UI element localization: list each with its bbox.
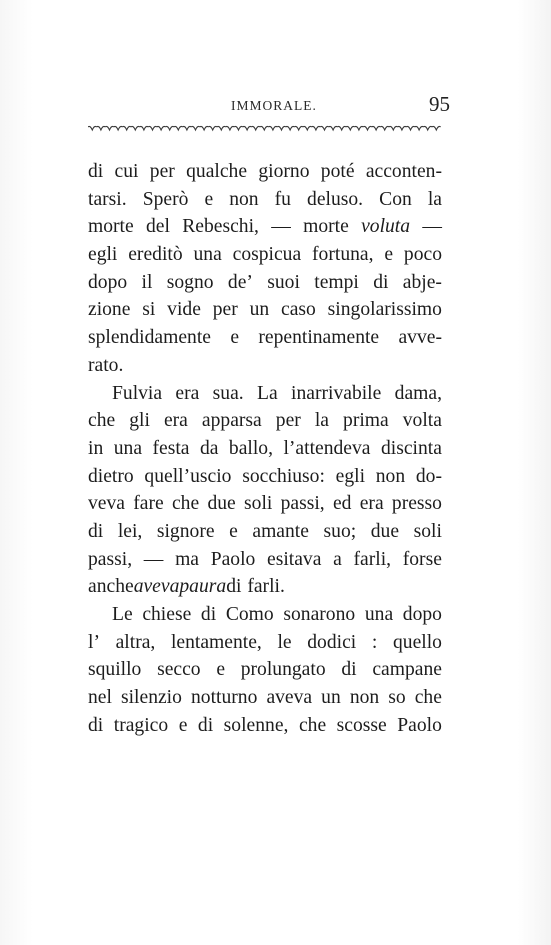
word: un — [249, 299, 270, 321]
word: giorno — [258, 161, 310, 182]
word: tarsi. — [88, 188, 127, 210]
text-line — [88, 186, 442, 214]
word: secco — [157, 659, 201, 681]
word: de’ — [227, 271, 253, 293]
word: squillo — [88, 659, 142, 681]
word: lei, — [117, 520, 143, 542]
word: rato. — [88, 354, 124, 376]
word: do- — [415, 465, 442, 487]
text-line — [88, 407, 442, 435]
word: Paolo — [210, 548, 256, 570]
word: solenne, — [223, 714, 289, 736]
word: ma — [175, 548, 199, 570]
word: ed — [332, 493, 352, 515]
word: per — [149, 161, 175, 182]
word: del — [145, 216, 170, 238]
word: abje- — [402, 271, 442, 293]
word: e — [384, 244, 394, 266]
word: che — [298, 714, 327, 736]
word: prima — [343, 410, 389, 432]
running-title: IMMORALE. — [231, 98, 317, 113]
word: poco — [403, 244, 442, 266]
text-line — [88, 324, 442, 352]
word: che — [88, 410, 116, 432]
word: so — [388, 687, 406, 709]
word: signore — [156, 520, 215, 542]
text-line — [88, 380, 442, 408]
word: Rebeschi, — [182, 216, 259, 238]
word: la — [427, 188, 442, 210]
word: Sperò — [142, 188, 189, 210]
word: e — [204, 188, 214, 210]
word: Paolo — [397, 714, 442, 736]
word: dietro — [88, 465, 134, 487]
word: morte — [88, 216, 134, 238]
word: era — [175, 382, 200, 404]
italic-word: voluta — [361, 216, 411, 238]
word: avve- — [398, 327, 442, 349]
word: l’ — [88, 631, 100, 653]
word: forse — [402, 548, 442, 570]
word: che — [414, 687, 442, 709]
word: una — [364, 604, 394, 625]
paragraph — [88, 158, 442, 380]
word: veva — [88, 493, 125, 515]
word: Le — [112, 604, 133, 625]
text-line — [88, 213, 442, 241]
text-line — [88, 684, 442, 712]
text-line — [88, 490, 442, 518]
word: altra, — [115, 631, 156, 653]
text-line — [88, 241, 442, 269]
text-line — [88, 518, 442, 546]
word: notturno — [190, 687, 258, 709]
paragraph — [88, 601, 442, 739]
word: dopo — [402, 604, 442, 625]
text-line — [88, 296, 442, 324]
word: di — [341, 659, 357, 681]
word: splendidamente — [88, 327, 211, 349]
text-line — [88, 601, 442, 629]
text-line — [88, 656, 442, 684]
word: chiese — [142, 604, 192, 625]
text-line — [88, 352, 442, 380]
word: una — [193, 244, 222, 266]
word: esitava — [267, 548, 322, 570]
word: amante — [252, 520, 309, 542]
word: lentamente, — [170, 631, 262, 653]
word: anche — [88, 576, 134, 598]
word: di — [197, 714, 214, 736]
decorative-rule-ornament — [88, 124, 442, 134]
word: dopo — [88, 271, 128, 293]
word: aveva — [266, 687, 313, 709]
word: nel — [88, 687, 112, 709]
word: due — [207, 493, 236, 515]
word: ballo, — [228, 437, 273, 459]
word: volta — [402, 410, 442, 432]
word: — — [422, 216, 442, 238]
word: fare — [133, 493, 164, 515]
italic-word: aveva — [133, 576, 180, 598]
word: tempi — [314, 271, 359, 293]
word: dodici — [307, 631, 357, 653]
word: dama, — [394, 382, 442, 404]
word: farli, — [353, 548, 392, 570]
word: soli — [244, 493, 273, 515]
word: era — [163, 410, 188, 432]
word: presso — [391, 493, 442, 515]
word: e — [229, 520, 238, 542]
word: morte — [303, 216, 349, 238]
word: suoi — [267, 271, 300, 293]
word: che — [171, 493, 200, 515]
text-line — [88, 435, 442, 463]
word: acconten- — [365, 161, 442, 182]
word: — — [271, 216, 291, 238]
page-header — [88, 92, 452, 122]
word: poté — [320, 161, 355, 182]
word: sua. — [212, 382, 244, 404]
word: sonarono — [283, 604, 356, 625]
word: quello — [392, 631, 442, 653]
text-line — [88, 712, 442, 740]
word: egli — [88, 244, 118, 266]
word: gli — [129, 410, 150, 432]
word: la — [314, 410, 329, 432]
word: non — [375, 465, 406, 487]
word: Con — [379, 188, 412, 210]
word: zione — [88, 299, 131, 321]
word: di — [226, 576, 242, 598]
word: il — [141, 271, 153, 293]
word: discinta — [380, 437, 442, 459]
word: di — [373, 271, 389, 293]
word: ereditò — [128, 244, 183, 266]
word: cospicua — [232, 244, 302, 266]
word: le — [277, 631, 292, 653]
text-line — [88, 629, 442, 657]
word: in — [88, 437, 104, 459]
text-line — [88, 269, 442, 297]
word: e — [178, 714, 188, 736]
word: per — [275, 410, 301, 432]
word: non — [349, 687, 380, 709]
word: due — [370, 520, 400, 542]
word: fortuna, — [312, 244, 374, 266]
word: fu — [274, 188, 291, 210]
word: scosse — [336, 714, 387, 736]
word: sogno — [166, 271, 214, 293]
text-line — [88, 158, 442, 186]
word: Como — [225, 604, 274, 625]
word: di — [88, 520, 104, 542]
word: repentinamente — [258, 327, 380, 349]
italic-word: paura — [179, 576, 227, 598]
word: era — [359, 493, 384, 515]
word: un — [321, 687, 341, 709]
word: egli — [335, 465, 366, 487]
word: non — [229, 188, 259, 210]
word: La — [257, 382, 278, 404]
word: caso — [281, 299, 316, 321]
word: campane — [372, 659, 442, 681]
word: e — [230, 327, 240, 349]
text-line — [88, 573, 442, 601]
word: farli. — [247, 576, 285, 598]
word: si — [142, 299, 156, 321]
word: prolungato — [240, 659, 326, 681]
body-text — [88, 158, 442, 739]
word: festa — [152, 437, 190, 459]
paragraph — [88, 380, 442, 602]
word: silenzio — [120, 687, 182, 709]
word: l’attendeva — [283, 437, 371, 459]
word: suo; — [323, 520, 357, 542]
word: cui — [114, 161, 139, 182]
word: una — [113, 437, 143, 459]
word: inarrivabile — [291, 382, 382, 404]
word: singolarissimo — [327, 299, 442, 321]
word: passi, — [88, 548, 133, 570]
text-line — [88, 546, 442, 574]
word: : — [371, 631, 378, 653]
word: apparsa — [201, 410, 262, 432]
word: — — [143, 548, 164, 570]
word: di — [88, 161, 104, 182]
word: qualche — [186, 161, 248, 182]
word: Fulvia — [112, 382, 163, 404]
word: di — [88, 714, 104, 736]
word: soli — [413, 520, 442, 542]
word: vide — [167, 299, 201, 321]
text-line — [88, 463, 442, 491]
word: deluso. — [307, 188, 364, 210]
word: quell’uscio — [144, 465, 232, 487]
ornament-wave — [88, 126, 441, 130]
word: passi, — [280, 493, 325, 515]
word: di — [200, 604, 217, 625]
word: a — [333, 548, 342, 570]
page-number: 95 — [429, 92, 450, 116]
word: per — [212, 299, 238, 321]
word: da — [199, 437, 219, 459]
word: e — [216, 659, 226, 681]
word: tragico — [113, 714, 169, 736]
word: socchiuso: — [242, 465, 325, 487]
